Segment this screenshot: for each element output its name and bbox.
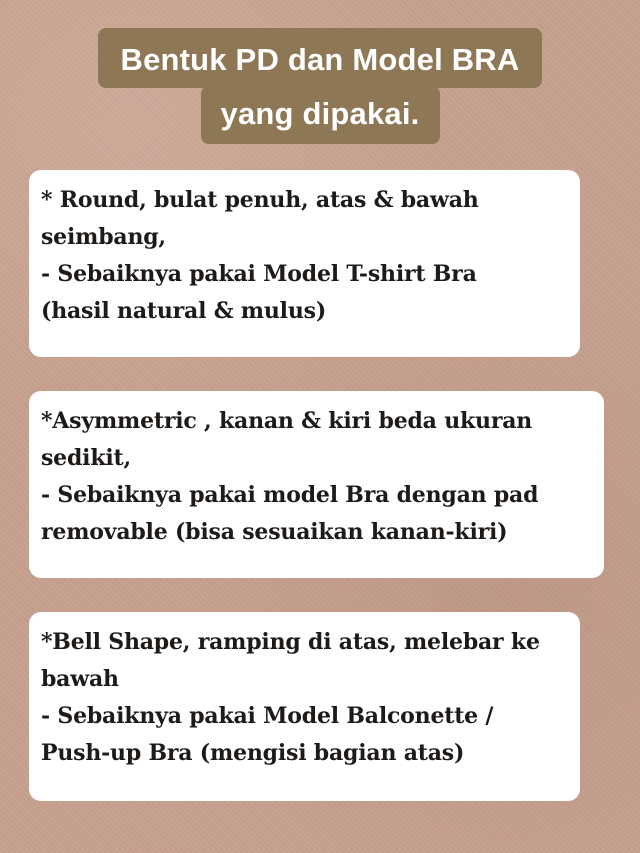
info-card-round xyxy=(29,170,580,357)
card-3-line-1: *Bell Shape, ramping di atas, melebar ke xyxy=(41,629,540,655)
card-3-line-4: Push-up Bra (mengisi bagian atas) xyxy=(41,740,465,766)
title-line-2: yang dipakai. xyxy=(201,86,440,144)
card-2-line-4: removable (bisa sesuaikan kanan-kiri) xyxy=(41,519,508,545)
card-3-line-2: bawah xyxy=(41,666,119,692)
card-2-line-3: - Sebaiknya pakai model Bra dengan pad xyxy=(41,482,539,508)
card-3-line-3: - Sebaiknya pakai Model Balconette / xyxy=(41,703,494,729)
card-1-line-1: * Round, bulat penuh, atas & bawah xyxy=(41,187,479,213)
title-line-1: Bentuk PD dan Model BRA xyxy=(98,28,541,88)
card-2-line-2: sedikit, xyxy=(41,445,131,471)
info-card-asymmetric xyxy=(29,391,604,578)
card-2-line-1: *Asymmetric , kanan & kiri beda ukuran xyxy=(41,408,533,434)
card-1-line-2: seimbang, xyxy=(41,224,166,250)
title-block xyxy=(0,28,640,144)
card-1-line-3: - Sebaiknya pakai Model T-shirt Bra xyxy=(41,261,477,287)
card-1-line-4: (hasil natural & mulus) xyxy=(41,298,327,324)
info-card-bell-shape xyxy=(29,612,580,801)
